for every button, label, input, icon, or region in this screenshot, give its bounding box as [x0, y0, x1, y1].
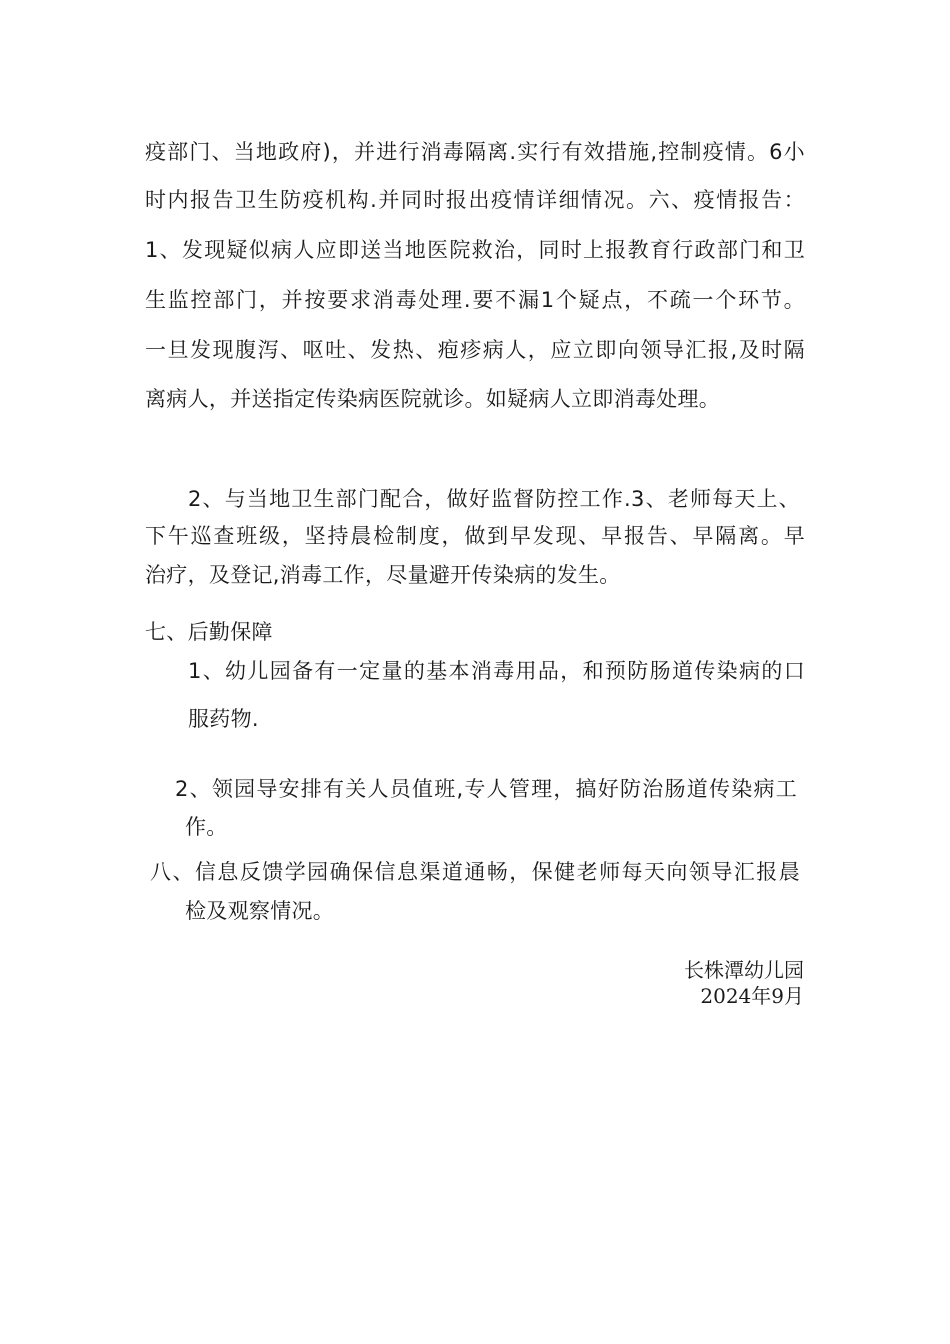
- paragraph-line: 1、幼儿园备有一定量的基本消毒用品，和预防肠道传染病的口: [188, 659, 805, 683]
- paragraph-line: 疫部门、当地政府)，并进行消毒隔离.实行有效措施,控制疫情。6小: [145, 140, 805, 164]
- signature-date: 2024年9月: [700, 984, 804, 1008]
- paragraph-line: 作。: [185, 815, 228, 839]
- paragraph-line: 离病人，并送指定传染病医院就诊。如疑病人立即消毒处理。: [145, 387, 721, 411]
- paragraph-line: 服药物.: [188, 707, 259, 731]
- paragraph-line: 检及观察情况。: [185, 899, 335, 923]
- signature-organization: 长株潭幼儿园: [684, 958, 804, 982]
- paragraph-line: 治疗，及登记,消毒工作，尽量避开传染病的发生。: [145, 563, 621, 587]
- paragraph-line: 2、与当地卫生部门配合，做好监督防控工作.3、老师每天上、: [188, 487, 800, 511]
- paragraph-line: 八、信息反馈学园确保信息渠道通畅，保健老师每天向领导汇报晨: [150, 860, 800, 884]
- paragraph-line: 一旦发现腹泻、呕吐、发热、疱疹病人，应立即向领导汇报,及时隔: [145, 338, 805, 362]
- section-heading: 七、后勤保障: [145, 620, 273, 644]
- paragraph-line: 2、领园导安排有关人员值班,专人管理，搞好防治肠道传染病工: [175, 777, 797, 801]
- paragraph-line: 1、发现疑似病人应即送当地医院救治，同时上报教育行政部门和卫: [145, 238, 805, 262]
- paragraph-line: 时内报告卫生防疫机构.并同时报出疫情详细情况。六、疫情报告：: [145, 188, 805, 212]
- paragraph-line: 下午巡查班级，坚持晨检制度，做到早发现、早报告、早隔离。早: [145, 524, 805, 548]
- paragraph-line: 生监控部门，并按要求消毒处理.要不漏1个疑点，不疏一个环节。: [145, 288, 805, 312]
